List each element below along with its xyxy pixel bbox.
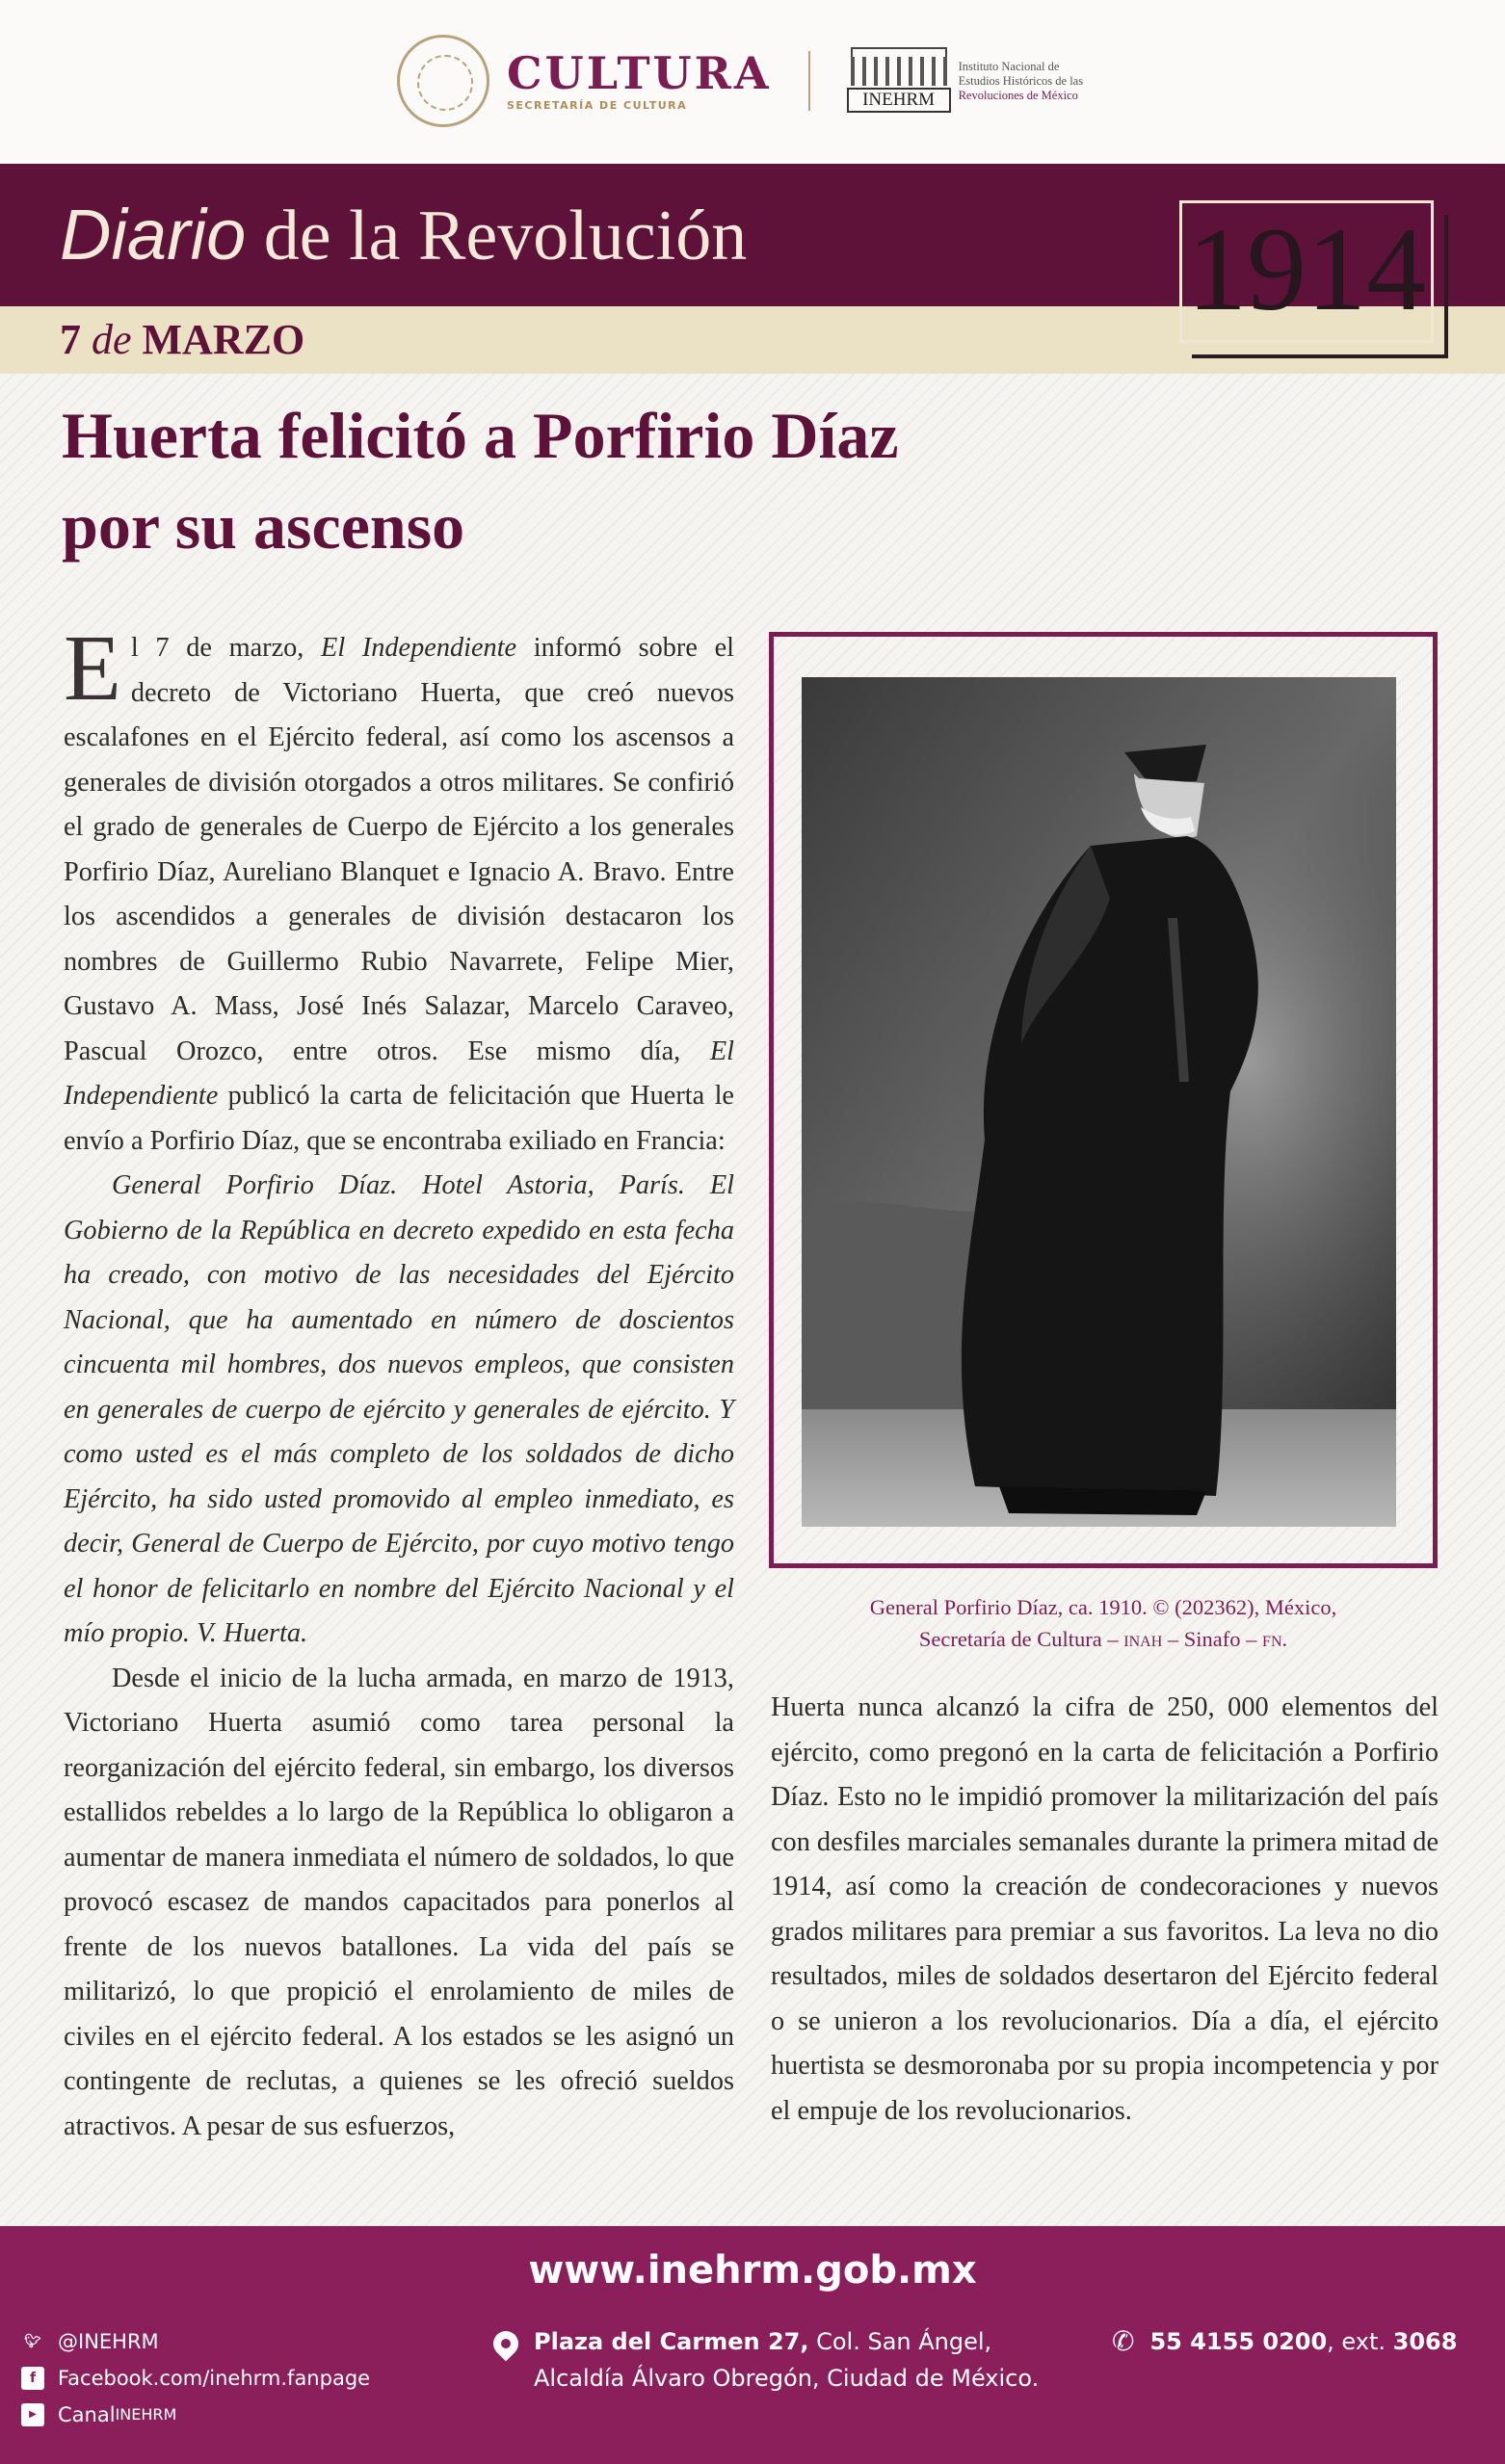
cultura-subtitle: SECRETARÍA DE CULTURA	[507, 98, 688, 112]
address: Plaza del Carmen 27, Col. San Ángel, Alcaldía Álvaro Obregón, Ciudad de México.	[491, 2323, 1039, 2397]
photo-caption: General Porfirio Díaz, ca. 1910. © (202362), México, Secretaría de Cultura – inah – Sinafo – fn.	[869, 1595, 1337, 1651]
logo-divider	[808, 51, 810, 111]
phone-contact[interactable]: ✆ 55 4155 0200, ext. 3068	[1112, 2323, 1457, 2360]
paragraph-letter-quote: General Porfirio Díaz. Hotel Astoria, París. El Gobierno de la República en decreto expedido en esta fecha ha creado, con motivo de las necesidades del Ejército Nacional, que ha aumentado en número de doscientos cincuenta mil hombres, dos nuevos empleos, que consisten en generales de cuerpo de ejército y generales de ejército. Y como usted es el más completo de los soldados de dicho Ejército, ha sido usted promovido al empleo inmediato, es decir, General de Cuerpo de Ejército, por cuyo motivo tengo el honor de felicitarlo en nombre del Ejército Nacional y el mío propio. V. Huerta.	[64, 1170, 734, 1648]
portrait-illustration	[802, 677, 1396, 1527]
cultura-title: CULTURA	[507, 46, 772, 99]
twitter-icon: 🐦︎	[24, 2334, 41, 2349]
youtube-link[interactable]: ▶ Canal INEHRM	[21, 2397, 370, 2433]
website-link[interactable]: www.inehrm.gob.mx	[528, 2248, 977, 2293]
inehrm-building-icon	[847, 47, 951, 115]
phone-icon: ✆	[1112, 2325, 1135, 2357]
twitter-link[interactable]: 🐦︎ @INEHRM	[21, 2323, 370, 2360]
series-title: Diario de la Revolución	[60, 195, 748, 275]
inehrm-name: Instituto Nacional de Estudios Históricos de las Revoluciones de México	[958, 59, 1084, 102]
location-pin-icon	[488, 2326, 524, 2362]
paragraph-conclusion: Huerta nunca alcanzó la cifra de 250, 000 elementos del ejército, como pregonó en la carta de felicitación a Porfirio Díaz. Esto no le impidió promover la militarización del país con desfiles marciales semanales durante la primera mitad de 1914, así como la creación de condecoraciones y nuevos grados militares para premiar a sus favoritos. La leva no dio resultados, miles de soldados desertaron del Ejército federal o se unieron a los revolucionarios. Día a día, el ejército huertista se desmoronaba por su propia incompetencia y por el empuje de los revolucionarios.	[771, 1692, 1439, 2126]
inehrm-logo-text: INEHRM	[847, 88, 951, 113]
facebook-link[interactable]: f Facebook.com/inehrm.fanpage	[21, 2360, 370, 2397]
drop-cap: E	[64, 616, 121, 721]
mexico-seal-icon	[397, 35, 489, 127]
headline: Huerta felicitó a Porfirio Díaz por su ascenso	[62, 399, 899, 563]
portrait-photo	[802, 677, 1396, 1527]
paragraph-context: Desde el inicio de la lucha armada, en marzo de 1913, Victoriano Huerta asumió como tarea personal la reorganización del ejército federal, sin embargo, los diversos estallidos rebeldes a lo largo de la República lo obligaron a aumentar de manera inmediata el número de soldados, lo que provocó escasez de mandos capacitados para ponerlos al frente de los nuevos batallones. La vida del país se militarizó, lo que propició el enrolamiento de miles de civiles en el ejército federal. A los estados se les asignó un contingente de reclutas, a quienes se les ofreció sueldos atractivos. A pesar de sus esfuerzos,	[64, 1663, 734, 2141]
article-left-column	[64, 616, 734, 2149]
paragraph-intro: El 7 de marzo, El Independiente informó sobre el decreto de Victoriano Huerta, que creó nuevos escalafones en el Ejército federal, así como los ascensos a generales de división otorgados a otros militares. Se confirió el grado de generales de Cuerpo de Ejército a los generales Porfirio Díaz, Aureliano Blanquet e Ignacio A. Bravo. Entre los ascendidos a generales de división destacaron los nombres de Guillermo Rubio Navarrete, Felipe Mier, Gustavo A. Mass, José Inés Salazar, Marcelo Caraveo, Pascual Orozco, entre otros. Ese mismo día, El Independiente publicó la carta de felicitación que Huerta le envío a Porfirio Díaz, que se encontraba exiliado en Francia:	[64, 616, 734, 1156]
year-label: 1914	[1187, 203, 1426, 335]
logos	[397, 33, 1083, 129]
article-right-column	[771, 1686, 1439, 2134]
social-links	[21, 2323, 370, 2433]
cultura-logo	[507, 46, 772, 112]
youtube-icon: ▶	[21, 2403, 44, 2426]
date-label: 7 de MARZO	[60, 316, 305, 363]
facebook-icon: f	[21, 2367, 44, 2390]
